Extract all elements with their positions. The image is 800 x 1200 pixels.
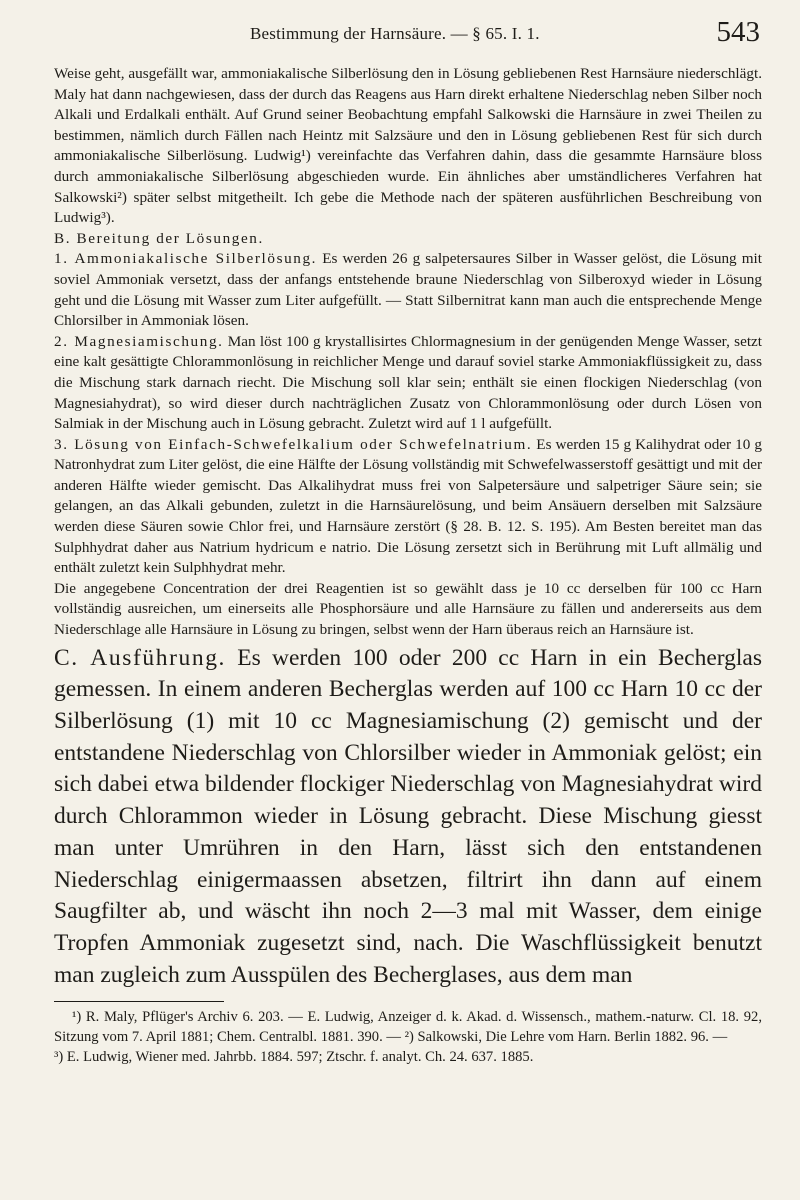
footnote-1-2: ¹) R. Maly, Pflüger's Archiv 6. 203. — E. Ludwig, Anzeiger d. k. Akad. d. Wissensch., mathem.-naturw. Cl. 18. 92, Sitzung vom 7. April 1881; Chem. Centralbl. 1881. 390. — ²) Salkowski, Die Lehre vom Harn. Berlin 1882. 96. — — [54, 1009, 762, 1046]
section-b-heading: B. Bereitung der Lösungen. — [54, 229, 264, 247]
concentration-paragraph: Die angegebene Concentration der drei Reagentien ist so gewählt dass je 10 cc derselben für 100 cc Harn vollständig ausreichen, um einerseits alle Phosphorsäure und alle Harnsäure zu fällen und andererseits aus dem Niederschlage alle Harnsäure in Lösung zu bringen, selbst wenn der Harn überaus reich an Harnsäure ist. — [54, 579, 762, 639]
page-header — [0, 16, 800, 56]
running-head: Bestimmung der Harnsäure. — § 65. I. 1. — [250, 24, 540, 43]
footnote-3: ³) E. Ludwig, Wiener med. Jahrbb. 1884. 597; Ztschr. f. analyt. Ch. 24. 637. 1885. — [54, 1049, 534, 1066]
item-3-heading: 3. Lösung von Einfach-Schwefelkalium oder Schwefelnatrium. — [54, 435, 533, 453]
section-c-text: Es werden 100 oder 200 cc Harn in ein Becherglas gemessen. In einem anderen Becherglas werden auf 100 cc Harn 10 cc der Silberlösung (1) mit 10 cc Magnesiamischung (2) gemischt und der entstandene Niederschlag von Chlorsilber wieder in Ammoniak gelöst; ein sich dabei etwa bildender flockiger Niederschlag von Magnesiahydrat wird durch Chlorammon wieder in Lösung gebracht. Diese Mischung giesst man unter Umrühren in den Harn, lässt sich den entstandenen Niederschlag einigermaassen absetzen, filtrirt ihn dann auf einem Saugfilter ab, und wäscht ihn noch 2—3 mal mit Wasser, dem einige Tropfen Ammoniak zugesetzt sind, nach. Die Waschflüssigkeit benutzt man zugleich zum Ausspülen des Becherglases, aus dem man — [54, 644, 763, 988]
footnotes — [54, 1007, 762, 1067]
item-2-heading: 2. Magnesiamischung. — [54, 332, 224, 350]
item-3-text: Es werden 15 g Kalihydrat oder 10 g Natronhydrat zum Liter gelöst, die eine Hälfte der Lösung vollständig mit Schwefelwasserstoff gesättigt und mit der anderen Hälfte wieder gemischt. Das Alkalihydrat muss frei von Salpetersäure und salpetriger Säure sein; sie gelangen, an das Alkali gebunden, zuletzt in die Harnsäurelösung, und beim Ansäuern derselben mit Salzsäure werden diese Säuren sowie Chlor frei, und Harnsäure zerstört (§ 28. B. 12. S. 195). Am Besten bereitet man das Sulphhydrat daher aus Natrium hydricum e natrio. Die Lösung zersetzt sich in Berührung mit Luft allmälig und enthält zuletzt kein Sulphhydrat mehr. — [54, 435, 762, 577]
item-1-paragraph — [54, 249, 762, 331]
item-1-text: Es werden 26 g salpetersaures Silber in Wasser gelöst, die Lösung mit soviel Ammoniak versetzt, dass der anfangs entstehende braune Niederschlag von Silberoxyd wieder in Lösung geht und die Lösung mit Wasser zum Liter aufgefüllt. — Statt Silbernitrat kann man auch die entsprechende Menge Chlorsilber in Ammoniak lösen. — [54, 250, 762, 330]
page-number: 543 — [716, 16, 760, 48]
page-body — [54, 64, 762, 1067]
footnote-divider — [54, 1001, 224, 1002]
section-c-heading: C. Ausführung. — [54, 644, 227, 671]
small-print-section — [54, 64, 762, 641]
item-3-paragraph — [54, 435, 762, 579]
large-print-section — [54, 643, 762, 992]
item-2-text: Man löst 100 g krystallisirtes Chlormagnesium in der genügenden Menge Wasser, setzt eine kalt gesättigte Chlorammonlösung in reichlicher Menge und darauf soviel starke Ammoniakflüssigkeit zu, dass die Mischung stark darnach riecht. Die Mischung soll klar sein; enthält sie einen flockigen Niederschlag (von Magnesiahydrat), so wird dieser durch nachträglichen Zusatz von Chlorammonlösung oder durch Lösen von Salmiak in der Mischung auch in Lösung gebracht. Zuletzt wird auf 1 l aufgefüllt. — [54, 332, 762, 433]
section-c-paragraph — [54, 643, 762, 992]
intro-paragraph: Weise geht, ausgefällt war, ammoniakalische Silberlösung den in Lösung gebliebenen Rest Harnsäure niederschlägt. Maly hat dann nachgewiesen, dass der durch das Reagens aus Harn direkt erhaltene Niederschlag neben Silber noch Alkali und Erdalkali enthält. Auf Grund seiner Beobachtung empfahl Salkowski die Harnsäure in zwei Theilen zu bestimmen, nämlich durch Fällen nach Heintz mit Salzsäure und den in Lösung gebliebenen Rest für sich durch ammoniakalische Silberlösung. Ludwig¹) vereinfachte das Verfahren dahin, dass die gesammte Harnsäure bloss durch ammoniakalische Silberlösung abgeschieden wurde. Ein ähnliches aber umständlicheres Verfahren hat Salkowski²) später selbst mitgetheilt. Ich gebe die Methode nach der späteren ausführlichen Beschreibung von Ludwig³). — [54, 65, 762, 227]
item-2-paragraph — [54, 332, 762, 435]
item-1-heading: 1. Ammoniakalische Silberlösung. — [54, 250, 318, 268]
